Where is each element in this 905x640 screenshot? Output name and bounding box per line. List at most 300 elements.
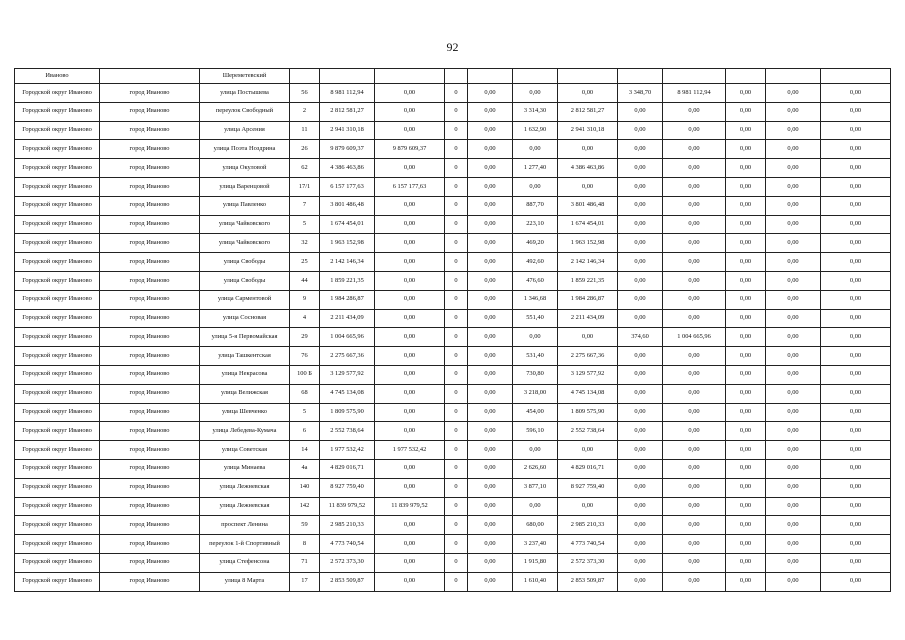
- table-cell: 0,00: [663, 516, 726, 535]
- table-cell: 0,00: [513, 497, 558, 516]
- table-cell: 0,00: [468, 384, 513, 403]
- table-cell: 1 004 665,96: [663, 328, 726, 347]
- table-cell: 142: [290, 497, 320, 516]
- table-cell: 1 674 454,01: [320, 215, 375, 234]
- table-cell: 0,00: [663, 553, 726, 572]
- table-cell: 0,00: [821, 459, 891, 478]
- table-cell: улица Варенцовой: [200, 177, 290, 196]
- table-row: [15, 271, 891, 290]
- table-cell: улица Шевченко: [200, 403, 290, 422]
- table-cell: 3 877,10: [513, 478, 558, 497]
- table-cell: 0: [445, 328, 468, 347]
- table-cell: 0: [445, 403, 468, 422]
- table-cell: город Иваново: [100, 84, 200, 103]
- table-cell: 0,00: [726, 459, 766, 478]
- table-cell: [766, 69, 821, 84]
- table-cell: 0,00: [821, 478, 891, 497]
- table-cell: Городской округ Иваново: [15, 403, 100, 422]
- table-cell: улица Арсения: [200, 121, 290, 140]
- table-cell: Городской округ Иваново: [15, 121, 100, 140]
- table-cell: 887,70: [513, 196, 558, 215]
- table-cell: 0,00: [558, 441, 618, 460]
- table-cell: 0,00: [375, 121, 445, 140]
- table-cell: [726, 69, 766, 84]
- table-cell: улица Стефенсона: [200, 553, 290, 572]
- table-cell: 8 981 112,94: [663, 84, 726, 103]
- table-cell: 2 552 738,64: [558, 422, 618, 441]
- table-cell: город Иваново: [100, 497, 200, 516]
- table-cell: 2 941 310,18: [558, 121, 618, 140]
- table-cell: 0,00: [821, 196, 891, 215]
- table-cell: 0,00: [375, 328, 445, 347]
- table-cell: 2 941 310,18: [320, 121, 375, 140]
- table-cell: 8 927 759,40: [558, 478, 618, 497]
- table-cell: 1 346,68: [513, 290, 558, 309]
- table-cell: 0,00: [513, 328, 558, 347]
- table-cell: 11 839 979,52: [375, 497, 445, 516]
- table-cell: улица Сосновая: [200, 309, 290, 328]
- table-cell: 0: [445, 553, 468, 572]
- table-cell: 0,00: [663, 102, 726, 121]
- table-cell: город Иваново: [100, 516, 200, 535]
- table-cell: 0,00: [766, 497, 821, 516]
- table-cell: 531,40: [513, 347, 558, 366]
- table-cell: 0,00: [618, 441, 663, 460]
- table-cell: 0,00: [766, 347, 821, 366]
- table-cell: 0,00: [468, 347, 513, 366]
- table-cell: 0,00: [618, 572, 663, 591]
- table-cell: Городской округ Иваново: [15, 572, 100, 591]
- table-cell: 0,00: [663, 459, 726, 478]
- table-cell: 0,00: [766, 459, 821, 478]
- table-cell: 0,00: [375, 516, 445, 535]
- table-cell: 0,00: [468, 159, 513, 178]
- table-cell: 3 129 577,92: [320, 365, 375, 384]
- table-cell: 0,00: [821, 215, 891, 234]
- table-cell: 1 632,90: [513, 121, 558, 140]
- table-cell: улица Лебедева-Кумача: [200, 422, 290, 441]
- page-number: 92: [446, 40, 459, 54]
- table-cell: Городской округ Иваново: [15, 535, 100, 554]
- table-cell: 59: [290, 516, 320, 535]
- table-cell: 0: [445, 572, 468, 591]
- table-cell: 4 745 134,08: [558, 384, 618, 403]
- table-row: [15, 196, 891, 215]
- table-cell: 1 277,40: [513, 159, 558, 178]
- table-cell: 0,00: [663, 290, 726, 309]
- table-cell: Городской округ Иваново: [15, 459, 100, 478]
- table-cell: Городской округ Иваново: [15, 271, 100, 290]
- table-cell: улица 8 Марта: [200, 572, 290, 591]
- table-cell: 2 572 373,30: [320, 553, 375, 572]
- table-cell: 0,00: [618, 365, 663, 384]
- table-row: [15, 516, 891, 535]
- table-cell: город Иваново: [100, 196, 200, 215]
- table-cell: [821, 69, 891, 84]
- table-cell: 0,00: [766, 478, 821, 497]
- table-cell: 5: [290, 403, 320, 422]
- table-cell: 0,00: [821, 365, 891, 384]
- table-cell: 1 915,80: [513, 553, 558, 572]
- table-cell: 0: [445, 516, 468, 535]
- table-cell: Городской округ Иваново: [15, 102, 100, 121]
- table-cell: 0,00: [468, 215, 513, 234]
- table-cell: Шереметевский: [200, 69, 290, 84]
- table-cell: 0: [445, 384, 468, 403]
- table-cell: 0,00: [726, 403, 766, 422]
- table-cell: 0,00: [618, 422, 663, 441]
- table-cell: 0,00: [766, 159, 821, 178]
- table-cell: 0,00: [726, 516, 766, 535]
- table-cell: 0,00: [726, 271, 766, 290]
- table-cell: 100 Б: [290, 365, 320, 384]
- table-cell: 0,00: [618, 271, 663, 290]
- table-cell: 0: [445, 271, 468, 290]
- table-cell: 551,40: [513, 309, 558, 328]
- table-row-continuation: [15, 69, 891, 84]
- table-cell: 4 773 740,54: [558, 535, 618, 554]
- table-cell: Городской округ Иваново: [15, 140, 100, 159]
- table-cell: 469,20: [513, 234, 558, 253]
- table-cell: 0,00: [766, 290, 821, 309]
- table-cell: 0,00: [726, 365, 766, 384]
- table-cell: 0,00: [821, 234, 891, 253]
- table-row: [15, 159, 891, 178]
- table-row: [15, 84, 891, 103]
- table-cell: город Иваново: [100, 384, 200, 403]
- table-row: [15, 553, 891, 572]
- table-cell: 0,00: [513, 84, 558, 103]
- table-cell: 17/1: [290, 177, 320, 196]
- table-cell: 0: [445, 290, 468, 309]
- table-cell: 0: [445, 365, 468, 384]
- table-cell: Городской округ Иваново: [15, 177, 100, 196]
- table-cell: 0,00: [375, 553, 445, 572]
- table-cell: 680,00: [513, 516, 558, 535]
- table-cell: переулок Свободный: [200, 102, 290, 121]
- table-cell: 0: [445, 84, 468, 103]
- table-cell: 0,00: [726, 159, 766, 178]
- table-cell: 0,00: [663, 177, 726, 196]
- table-cell: 0,00: [468, 271, 513, 290]
- table-cell: 2 142 146,34: [320, 253, 375, 272]
- table-cell: 0,00: [618, 535, 663, 554]
- table-cell: 0: [445, 422, 468, 441]
- table-cell: 0,00: [618, 177, 663, 196]
- table-cell: 2 853 509,87: [320, 572, 375, 591]
- table-cell: 1 809 575,90: [320, 403, 375, 422]
- table-cell: 0: [445, 441, 468, 460]
- table-cell: 68: [290, 384, 320, 403]
- table-cell: город Иваново: [100, 290, 200, 309]
- table-cell: 0,00: [663, 271, 726, 290]
- table-cell: улица Поэта Ноздрина: [200, 140, 290, 159]
- table-cell: 2 626,60: [513, 459, 558, 478]
- register-table: [14, 68, 891, 592]
- table-cell: 0,00: [766, 384, 821, 403]
- table-cell: 2 275 667,36: [320, 347, 375, 366]
- table-cell: 0,00: [468, 290, 513, 309]
- table-cell: 0,00: [663, 572, 726, 591]
- table-cell: 0,00: [618, 215, 663, 234]
- table-cell: 0,00: [821, 572, 891, 591]
- table-cell: 0,00: [468, 309, 513, 328]
- table-cell: 3 218,00: [513, 384, 558, 403]
- table-cell: город Иваново: [100, 271, 200, 290]
- table-cell: Городской округ Иваново: [15, 253, 100, 272]
- table-cell: 62: [290, 159, 320, 178]
- table-cell: 374,60: [618, 328, 663, 347]
- table-cell: 4 386 463,86: [320, 159, 375, 178]
- table-cell: 0,00: [663, 384, 726, 403]
- table-row: [15, 441, 891, 460]
- table-cell: 0,00: [726, 121, 766, 140]
- table-cell: 0,00: [468, 535, 513, 554]
- table-cell: 0,00: [821, 102, 891, 121]
- table-cell: 0,00: [726, 84, 766, 103]
- table-cell: 1 963 152,98: [558, 234, 618, 253]
- table-cell: 0,00: [821, 309, 891, 328]
- table-cell: 11: [290, 121, 320, 140]
- table-cell: 0,00: [618, 234, 663, 253]
- table-row: [15, 497, 891, 516]
- table-cell: 2: [290, 102, 320, 121]
- table-cell: 0: [445, 347, 468, 366]
- table-cell: 0,00: [663, 478, 726, 497]
- table-cell: город Иваново: [100, 234, 200, 253]
- table-cell: 9 879 609,37: [320, 140, 375, 159]
- table-cell: 0,00: [618, 290, 663, 309]
- table-cell: 0,00: [618, 196, 663, 215]
- table-cell: 2 812 581,27: [320, 102, 375, 121]
- table-cell: 0,00: [766, 365, 821, 384]
- table-cell: 0,00: [821, 159, 891, 178]
- table-cell: 0,00: [468, 497, 513, 516]
- table-cell: 4 829 016,71: [558, 459, 618, 478]
- table-cell: 0,00: [726, 234, 766, 253]
- table-cell: 0,00: [375, 84, 445, 103]
- table-cell: 9 879 609,37: [375, 140, 445, 159]
- table-cell: 1 984 286,87: [558, 290, 618, 309]
- table-cell: улица Павленко: [200, 196, 290, 215]
- table-cell: 0,00: [375, 102, 445, 121]
- table-cell: [618, 69, 663, 84]
- table-cell: 0,00: [375, 459, 445, 478]
- table-cell: 32: [290, 234, 320, 253]
- table-cell: 0,00: [766, 234, 821, 253]
- table-row: [15, 384, 891, 403]
- table-cell: 0: [445, 196, 468, 215]
- table-cell: 2 211 434,09: [320, 309, 375, 328]
- table-row: [15, 572, 891, 591]
- table-cell: 8 927 759,40: [320, 478, 375, 497]
- table-cell: 1 977 532,42: [320, 441, 375, 460]
- table-cell: 0,00: [513, 177, 558, 196]
- table-cell: 223,10: [513, 215, 558, 234]
- table-cell: город Иваново: [100, 572, 200, 591]
- table-cell: улица Чайковского: [200, 215, 290, 234]
- table-cell: 4 773 740,54: [320, 535, 375, 554]
- table-cell: 0,00: [766, 253, 821, 272]
- table-cell: 2 985 210,33: [558, 516, 618, 535]
- table-cell: улица Велижская: [200, 384, 290, 403]
- table-row: [15, 290, 891, 309]
- table-cell: Городской округ Иваново: [15, 84, 100, 103]
- table-cell: 0,00: [468, 553, 513, 572]
- table-cell: 492,60: [513, 253, 558, 272]
- table-cell: улица Лежневская: [200, 497, 290, 516]
- table-cell: 14: [290, 441, 320, 460]
- table-cell: [513, 69, 558, 84]
- table-row: [15, 535, 891, 554]
- table-cell: Городской округ Иваново: [15, 365, 100, 384]
- table-cell: улица Окуловой: [200, 159, 290, 178]
- table-cell: 2 142 146,34: [558, 253, 618, 272]
- table-cell: Иваново: [15, 69, 100, 84]
- table-cell: 1 984 286,87: [320, 290, 375, 309]
- table-cell: переулок 1-й Спортивный: [200, 535, 290, 554]
- table-cell: [663, 69, 726, 84]
- table-cell: город Иваново: [100, 309, 200, 328]
- table-cell: город Иваново: [100, 253, 200, 272]
- table-cell: 0,00: [726, 215, 766, 234]
- table-cell: улица Некрасова: [200, 365, 290, 384]
- table-cell: 0,00: [375, 159, 445, 178]
- table-cell: 0: [445, 121, 468, 140]
- table-row: [15, 215, 891, 234]
- table-cell: город Иваново: [100, 328, 200, 347]
- table-cell: 0,00: [663, 403, 726, 422]
- table-cell: 0,00: [375, 403, 445, 422]
- table-cell: 0,00: [726, 290, 766, 309]
- table-cell: 0,00: [663, 253, 726, 272]
- table-cell: 1 859 221,35: [320, 271, 375, 290]
- table-cell: 76: [290, 347, 320, 366]
- table-cell: 1 977 532,42: [375, 441, 445, 460]
- table-cell: 1 004 665,96: [320, 328, 375, 347]
- table-cell: 2 812 581,27: [558, 102, 618, 121]
- table-cell: город Иваново: [100, 347, 200, 366]
- table-row: [15, 459, 891, 478]
- table-row: [15, 328, 891, 347]
- table-cell: Городской округ Иваново: [15, 422, 100, 441]
- table-cell: 0,00: [663, 365, 726, 384]
- table-cell: 1 859 221,35: [558, 271, 618, 290]
- table-cell: Городской округ Иваново: [15, 290, 100, 309]
- table-cell: 0,00: [766, 271, 821, 290]
- table-cell: 0,00: [663, 535, 726, 554]
- table-cell: 0,00: [726, 497, 766, 516]
- table-cell: [100, 69, 200, 84]
- table-cell: 3 801 486,48: [320, 196, 375, 215]
- table-cell: Городской округ Иваново: [15, 328, 100, 347]
- table-cell: 476,60: [513, 271, 558, 290]
- table-cell: 0,00: [558, 140, 618, 159]
- table-cell: 0,00: [375, 309, 445, 328]
- table-cell: 0: [445, 234, 468, 253]
- table-cell: 1 610,40: [513, 572, 558, 591]
- table-cell: 5: [290, 215, 320, 234]
- table-cell: 71: [290, 553, 320, 572]
- table-cell: 0,00: [513, 441, 558, 460]
- table-cell: [320, 69, 375, 84]
- table-cell: 2 211 434,09: [558, 309, 618, 328]
- table-cell: улица Свободы: [200, 253, 290, 272]
- table-cell: 0,00: [821, 290, 891, 309]
- table-cell: 0,00: [375, 290, 445, 309]
- table-cell: 0,00: [375, 196, 445, 215]
- table-cell: 0,00: [468, 459, 513, 478]
- table-cell: улица Минаева: [200, 459, 290, 478]
- table-cell: 25: [290, 253, 320, 272]
- table-cell: 0,00: [513, 140, 558, 159]
- table-cell: 0,00: [726, 140, 766, 159]
- table-cell: 0,00: [618, 140, 663, 159]
- table-cell: 0,00: [468, 328, 513, 347]
- table-cell: 0,00: [618, 347, 663, 366]
- table-cell: 0,00: [468, 253, 513, 272]
- table-cell: 0,00: [821, 328, 891, 347]
- table-row: [15, 234, 891, 253]
- table-cell: 0,00: [766, 140, 821, 159]
- table-cell: город Иваново: [100, 403, 200, 422]
- table-row: [15, 347, 891, 366]
- table-cell: 730,80: [513, 365, 558, 384]
- table-cell: 6 157 177,63: [320, 177, 375, 196]
- table-cell: 3 129 577,92: [558, 365, 618, 384]
- table-cell: 0,00: [375, 478, 445, 497]
- table-cell: Городской округ Иваново: [15, 553, 100, 572]
- table-cell: 0,00: [821, 253, 891, 272]
- table-cell: 0,00: [375, 535, 445, 554]
- table-cell: 0,00: [766, 516, 821, 535]
- table-cell: 0,00: [375, 253, 445, 272]
- table-cell: 0,00: [821, 84, 891, 103]
- table-cell: город Иваново: [100, 422, 200, 441]
- table-cell: 0,00: [663, 309, 726, 328]
- table-cell: 0: [445, 140, 468, 159]
- table-cell: 11 839 979,52: [320, 497, 375, 516]
- table-cell: 0,00: [375, 572, 445, 591]
- table-cell: улица Советская: [200, 441, 290, 460]
- table-row: [15, 422, 891, 441]
- table-cell: 4: [290, 309, 320, 328]
- table-cell: 0,00: [821, 516, 891, 535]
- table-cell: 0,00: [663, 140, 726, 159]
- table-cell: 0,00: [726, 328, 766, 347]
- table-cell: 0,00: [375, 347, 445, 366]
- table-cell: 0,00: [821, 121, 891, 140]
- table-cell: 6: [290, 422, 320, 441]
- table-cell: 0: [445, 309, 468, 328]
- table-cell: 0,00: [618, 253, 663, 272]
- table-cell: 0,00: [663, 497, 726, 516]
- table-cell: город Иваново: [100, 177, 200, 196]
- table-cell: 0,00: [726, 309, 766, 328]
- table-cell: 0,00: [663, 422, 726, 441]
- table-cell: 0,00: [663, 215, 726, 234]
- table-cell: [375, 69, 445, 84]
- table-cell: 0,00: [766, 535, 821, 554]
- table-cell: 8 981 112,94: [320, 84, 375, 103]
- table-cell: улица Лежневская: [200, 478, 290, 497]
- table-cell: [558, 69, 618, 84]
- table-cell: 0,00: [558, 497, 618, 516]
- table-cell: 0,00: [766, 196, 821, 215]
- table-cell: 0,00: [766, 309, 821, 328]
- table-cell: 0,00: [468, 441, 513, 460]
- table-cell: 6 157 177,63: [375, 177, 445, 196]
